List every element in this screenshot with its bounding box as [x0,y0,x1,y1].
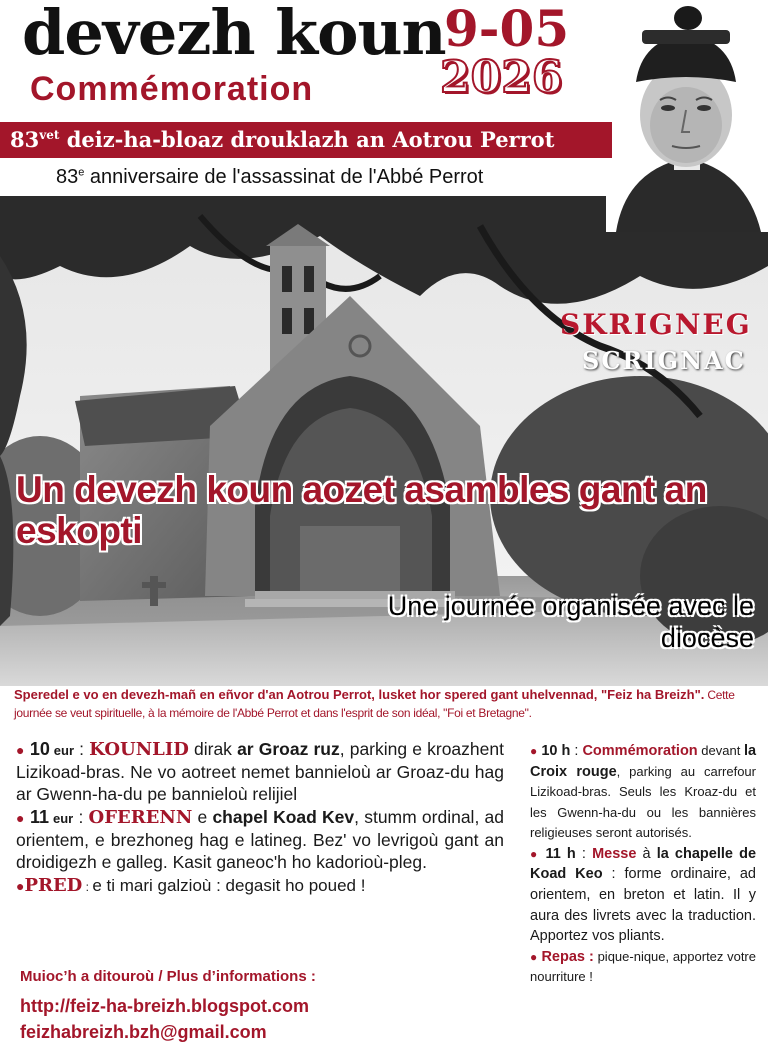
program-item-french-3 [530,947,756,988]
event-keyword: KOUNLID [89,739,189,760]
intro-paragraph [14,686,756,721]
event-text: e [192,806,213,827]
abbe-perrot-portrait [606,0,768,232]
separator: : [74,739,90,759]
time-label [30,739,74,759]
event-keyword: Messe [592,845,637,862]
event-text: à [636,845,657,862]
time-label: 11 h [545,845,576,862]
event-keyword: Commémoration [582,743,698,759]
time-label [30,807,73,827]
event-details: , parking au carrefour Lizikoad-bras. Seuls les Kroaz-du et les Gwenn-ha-du ou les bannières religieuses seront autorisés. [530,763,756,841]
bullet-icon: ● [16,742,25,758]
anniversary-banner [0,122,612,158]
bullet-icon: ● [16,809,25,826]
portrait-illustration [606,0,768,232]
banner-text-rest: deiz-ha-bloaz drouklazh an Aotrou Perrot [59,127,555,152]
event-text: dirak [188,739,238,759]
bullet-icon: ● [530,949,538,964]
anniv-ordinal: 83 [56,166,79,188]
event-date-day: 9-05 [444,0,570,58]
more-info-label: Muioc’h a ditouroù / Plus d’informations : [20,968,316,985]
program-item-french-2 [530,844,756,947]
event-details: e ti mari galzioù : degasit ho poued ! [92,875,366,895]
event-date-year: 2026 [440,52,563,103]
separator: : [570,743,583,759]
place-french: SCRIGNAC [582,346,746,375]
intro-breton: Speredel e vo en devezh-mañ en eñvor d'an Aotrou Perrot, lusket hor spered gant uhelvennad, "Feiz ha Breizh". [14,687,705,702]
anniv-text-rest: anniversaire de l'assassinat de l'Abbé Perrot [84,166,484,188]
time-unit: eur [53,810,74,826]
program-breton [16,738,504,897]
program-item-breton-2 [16,806,504,874]
bullet-icon: ● [530,744,538,758]
event-details: , parking e kroazhent Lizikoad-bras. Ne vo aotreet nemet bannieloù ar Groaz-du hag ar Gwenn-ha-du pe bannieloù relijiel [16,739,504,805]
intro-french: Cette journée se veut spirituelle, à la mémoire de l'Abbé Perrot et dans l'esprit de son idéal, "Foi et Bretagne". [14,688,735,720]
time-label: 10 h [541,743,571,759]
program-item-french-1 [530,741,756,844]
event-keyword: OFERENN [88,806,193,828]
banner-ordinal: 83 [10,127,40,152]
blog-link[interactable]: http://feiz-ha-breizh.blogspot.com [20,996,309,1016]
anniversary-french [56,166,483,189]
time-number: 11 [30,806,50,827]
headline-breton: Un devezh koun aozet asambles gant an eskopti [16,469,707,551]
bullet-icon: ● [530,846,540,861]
contact-email-link[interactable]: feizhabreizh.bzh@gmail.com [20,1022,267,1042]
event-details: pique-nique, apportez votre nourriture ! [530,948,756,985]
separator: : [575,845,593,862]
title-french: Commémoration [30,70,314,108]
event-keyword: Repas : [541,948,594,965]
banner-text [10,127,554,152]
event-details: : forme ordinaire, ad orientem, en breton et latin. Il y aura des livrets avec la traduction. Apportez vos pliants. [530,866,756,945]
event-place: la Croix rouge [530,743,757,780]
time-unit: eur [53,743,75,758]
event-text: devant [697,743,744,758]
event-place: chapel Koad Kev [212,806,355,827]
event-place: ar Groaz ruz [237,739,340,759]
program-french [530,741,756,988]
event-place: la chapelle de Koad Keo [530,845,757,883]
separator: : [73,806,89,827]
banner-ordinal-suffix: vet [39,128,60,142]
anniv-ordinal-suffix: e [78,166,85,179]
program-item-breton-3 [16,874,504,897]
title-breton: devezh koun [22,0,446,69]
event-details: , stumm ordinal, ad orientem, e brezhoneg hag e latineg. Bez' vo levrigoù gant an droidigezh e galleg. Kasit ganeoc'h ho kadorioù-pleg. [16,806,504,873]
headline-french: Une journée organisée avec le diocèse [387,591,754,654]
place-breton: SKRIGNEG [560,308,752,341]
time-number: 10 [29,739,50,759]
bullet-icon: ● [16,877,25,894]
program-item-breton-1 [16,738,504,806]
separator: : [82,879,93,894]
event-keyword: PRED [24,874,83,896]
